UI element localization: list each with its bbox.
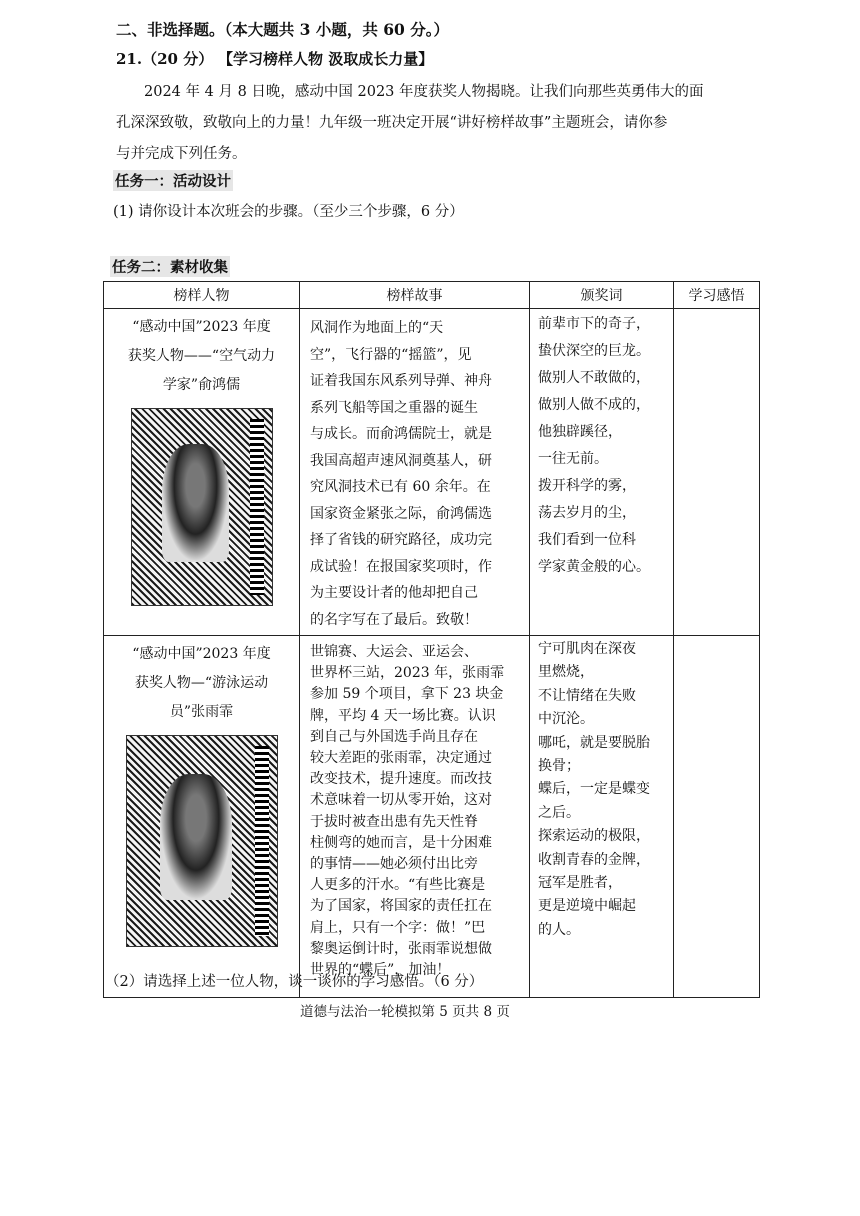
story-text: 世锦赛、大运会、亚运会、 世界杯三站，2023 年，张雨霏 参加 59 个项目，拿下 23 块金 牌，平均 4 天一场比赛。认识 到自己与外国选手尚且存在 较大差距的张雨霏，决定通过 改变技术，提升速度。而改技 术意味着一切从零开始，这对 于拔时被查出患有先天性脊 柱侧弯的她而言，是十分困难 的事情——她必须付出比旁 人更多的汗水。“有些比赛是 为了国家，将国家的责任扛在 肩上，只有一个字：做！”巴 黎奥运倒计时，张雨霏说想做 世界的“蝶后”，加油！ [310, 644, 505, 979]
story-cell [300, 309, 530, 636]
role-model-cell [104, 636, 300, 998]
table-row [104, 636, 760, 998]
header-award: 颁奖词 [530, 282, 674, 309]
award-cell [530, 636, 674, 998]
task1-label: 任务一：活动设计 [113, 170, 233, 191]
role-model-name-line: 获奖人物—“游泳运动 [134, 675, 269, 691]
portrait-photo [131, 408, 273, 606]
page-footer: 道德与法治一轮模拟第 5 页共 8 页 [300, 1004, 510, 1020]
question-title: 【学习榜样人物 汲取成长力量】 [217, 50, 434, 68]
role-model-name-line: “感动中国”2023 年度 [132, 319, 271, 335]
task1-prompt: (1) 请你设计本次班会的步骤。（至少三个步骤，6 分） [113, 204, 464, 220]
section-heading: 二、非选择题。（本大题共 3 小题，共 60 分。） [116, 20, 449, 39]
header-role-model: 榜样人物 [104, 282, 300, 309]
header-story: 榜样故事 [300, 282, 530, 309]
table-header-row [104, 282, 760, 309]
athlete-photo [126, 735, 278, 947]
award-text: 前辈市下的奇子， 蛰伏深空的巨龙。 做别人不敢做的， 做别人做不成的， 他独辟蹊径， 一往无前。 拨开科学的雾， 荡去岁月的尘， 我们看到一位科 学家黄金般的心。 [538, 316, 650, 575]
role-model-name-line: 获奖人物——“空气动力 [127, 348, 276, 364]
header-insight: 学习感悟 [674, 282, 760, 309]
award-cell [530, 309, 674, 636]
question-header [116, 48, 433, 69]
insight-cell[interactable] [674, 309, 760, 636]
intro-line-2: 孔深深致敬，致敬向上的力量！九年级一班决定开展“讲好榜样故事”主题班会，请你参 [116, 115, 668, 131]
role-model-name-line: “感动中国”2023 年度 [132, 646, 271, 662]
award-text: 宁可肌肉在深夜 里燃烧， 不让情绪在失败 中沉沦。 哪吒，就是要脱胎 换骨； 蝶后，一定是蝶变 之后。 探索运动的极限， 收割青春的金牌， 冠军是胜者， 更是逆境中崛起 的人。 [538, 641, 650, 938]
role-model-name-line: 学家”俞鸿儒 [162, 377, 241, 393]
role-model-cell [104, 309, 300, 636]
intro-line-3: 与并完成下列任务。 [116, 146, 247, 162]
story-cell [300, 636, 530, 998]
task2-prompt: （2）请选择上述一位人物，谈一谈你的学习感悟。（6 分） [105, 974, 484, 990]
question-number: 21.（20 分） [116, 50, 214, 68]
materials-table [103, 281, 760, 998]
story-text: 风洞作为地面上的“天 空”，飞行器的“摇篮”，见 证着我国东风系列导弹、神舟 系列飞船等国之重器的诞生 与成长。而俞鸿儒院士，就是 我国高超声速风洞奠基人，研 究风洞技术已有 60 余年。在 国家资金紧张之际，俞鸿儒选 择了省钱的研究路径，成功完 成试验！在报国家奖项时，作 为主要设计者的他却把自己 的名字写在了最后。致敬！ [310, 320, 492, 628]
intro-line-1: 2024 年 4 月 8 日晚，感动中国 2023 年度获奖人物揭晓。让我们向那些英勇伟大的面 [144, 84, 704, 100]
task2-label: 任务二：素材收集 [110, 256, 230, 277]
table-row [104, 309, 760, 636]
role-model-name-line: 员”张雨霏 [169, 704, 234, 720]
insight-cell[interactable] [674, 636, 760, 998]
